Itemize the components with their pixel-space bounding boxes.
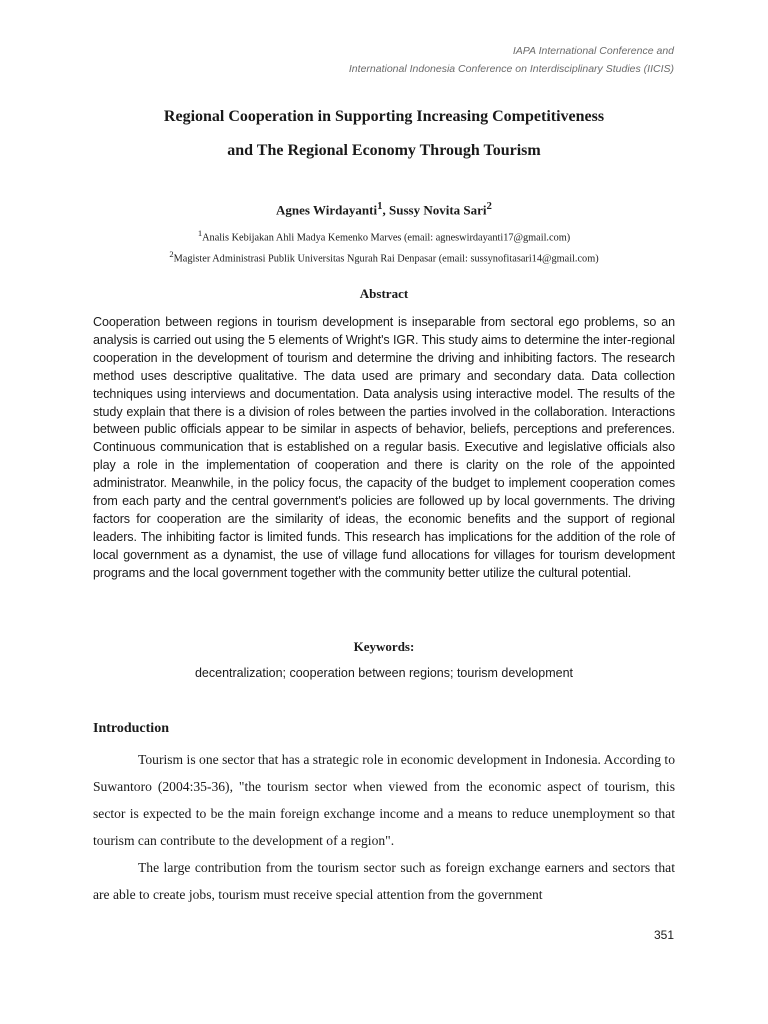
author-separator: , xyxy=(382,202,389,218)
paper-title xyxy=(93,100,675,168)
author-list xyxy=(93,200,675,218)
introduction-paragraph-1: Tourism is one sector that has a strategic role in economic development in Indonesia. According to Suwantoro (2004:35-36), "the tourism sector when viewed from the economic aspect of tourism, this sector is expected to be the main foreign exchange income and a means to reduce unemployment so that tourism can contribute to the development of a region". xyxy=(93,752,675,848)
author-name-1: Agnes Wirdayanti xyxy=(276,202,378,218)
affiliation-text-2: Magister Administrasi Publik Universitas Ngurah Rai Denpasar (email: sussynofitasari14@gmail.com) xyxy=(173,253,599,265)
keywords-text: decentralization; cooperation between regions; tourism development xyxy=(194,666,573,680)
affiliation-2 xyxy=(93,246,675,267)
paper-title-line-1: Regional Cooperation in Supporting Increasing Competitiveness xyxy=(163,108,605,125)
affiliation-text-1: Analis Kebijakan Ahli Madya Kemenko Marves (email: agneswirdayanti17@gmail.com) xyxy=(202,232,571,244)
author-affiliation-mark-1: 1 xyxy=(377,200,383,212)
keywords-heading: Keywords: xyxy=(353,639,415,654)
abstract-body: Cooperation between regions in tourism development is inseparable from sectoral ego problems, so an analysis is carried out using the 5 elements of Wright's IGR. This study aims to determine the inter-regional cooperation in the development of tourism and determine the driving and inhibiting factors. The research method uses descriptive qualitative. The data used are primary and secondary data. Data collection techniques using interviews and documentation. Data analysis using interactive model. The results of the study explain that there is a division of roles between the parties involved in the collaboration. Interactions between public officials appear to be similar in aspects of behavior, beliefs, perceptions and preferences. Continuous communication that is established on a regular basis. Executive and legislative officials also play a role in the implementation of cooperation and there is clarity on the role of the appointed administrator. Meanwhile, in the policy focus, the capacity of the budget to implement cooperation comes from each party and the central government's policies are followed up by local governments. The driving factors for cooperation are the similarity of ideas, the economic benefits and the support of regional leaders. The inhibiting factor is limited funds. This research has implications for the addition of the role of local government as a dynamist, the use of village fund allocations for villages for tourism development programs and the local government together with the community better utilize the cultural potential. xyxy=(93,315,675,580)
affiliations xyxy=(93,225,675,268)
affiliation-1 xyxy=(93,225,675,246)
introduction-heading: Introduction xyxy=(93,721,169,736)
introduction-body xyxy=(93,746,675,908)
affiliation-mark-2: 2 xyxy=(169,249,174,260)
author-affiliation-mark-2: 2 xyxy=(486,200,492,212)
introduction-paragraph-2: The large contribution from the tourism sector such as foreign exchange earners and sectors that are able to create jobs, tourism must receive special attention from the government xyxy=(93,860,675,902)
author-name-2: Sussy Novita Sari xyxy=(388,202,487,218)
page-number: 351 xyxy=(653,928,674,942)
running-header xyxy=(349,42,674,78)
affiliation-mark-1: 1 xyxy=(197,228,203,238)
running-header-line-1: IAPA International Conference and xyxy=(512,45,674,57)
abstract-heading: Abstract xyxy=(359,286,409,301)
running-header-line-2: International Indonesia Conference on Interdisciplinary Studies (IICIS) xyxy=(348,63,674,75)
paper-title-line-2: and The Regional Economy Through Tourism xyxy=(227,142,541,159)
